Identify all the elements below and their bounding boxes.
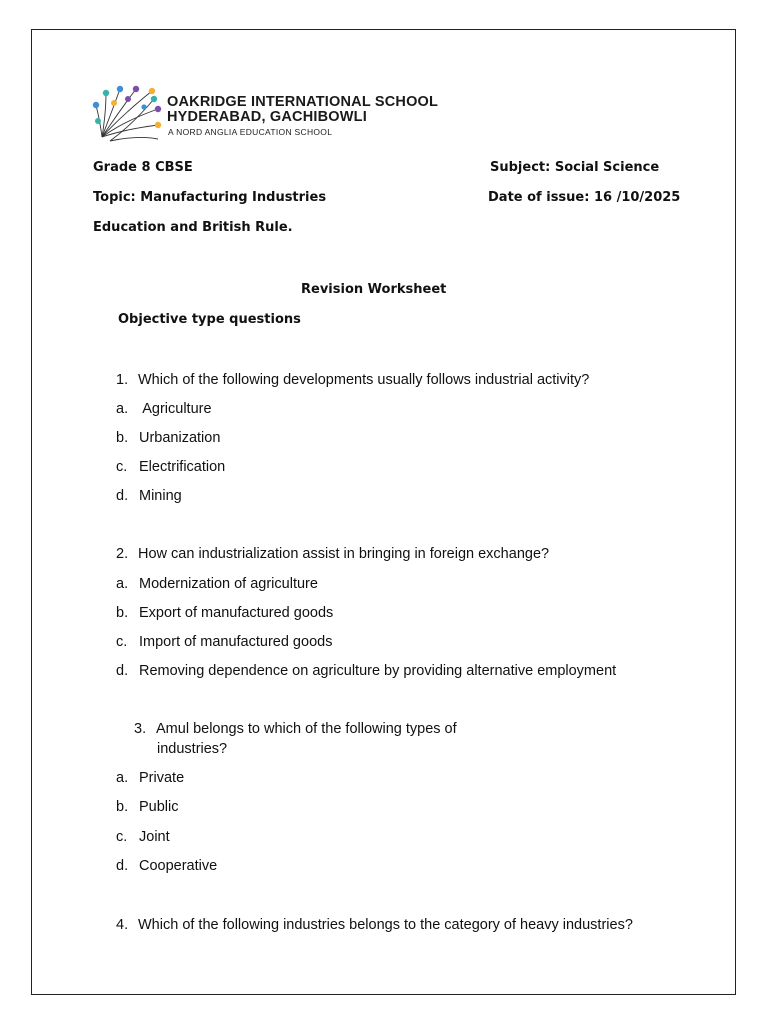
option-1c: c. Electrification [116,459,226,475]
question-text: How can industrialization assist in bringing in foreign exchange? [138,546,550,562]
option-3b: b. Public [116,799,179,815]
date-of-issue: Date of issue: 16 /10/2025 [488,190,681,205]
school-name: OAKRIDGE INTERNATIONAL SCHOOL HYDERABAD, GACHIBOWLI [167,94,439,125]
option-2c: c. Import of manufactured goods [116,634,333,650]
section-heading: Objective type questions [118,312,301,327]
question-text: Amul belongs to which of the following types of [156,721,457,737]
question-number: 1. [116,372,129,388]
topic-label: Topic: Manufacturing Industries [93,190,327,205]
question-1 [116,372,589,388]
question-number: 2. [116,546,129,562]
question-4 [116,917,633,933]
school-logo-icon [92,85,164,145]
question-2 [116,546,549,562]
option-2a: a. Modernization of agriculture [116,576,318,592]
worksheet-title: Revision Worksheet [301,282,447,297]
question-3-continuation: industries? [157,741,228,757]
question-text: Which of the following industries belongs to the category of heavy industries? [138,917,633,933]
topic-continuation: Education and British Rule. [93,220,293,235]
question-number: 4. [116,917,129,933]
option-1b: b. Urbanization [116,430,221,446]
option-2b: b. Export of manufactured goods [116,605,334,621]
option-1a: a. Agriculture [116,401,212,417]
option-3a: a. Private [116,770,185,786]
subject-label: Subject: Social Science [490,160,660,175]
option-3c: c. Joint [116,829,170,845]
question-text: Which of the following developments usually follows industrial activity? [138,372,590,388]
option-2d: d. Removing dependence on agriculture by providing alternative employment [116,663,617,679]
grade-label: Grade 8 CBSE [93,160,193,175]
option-1d: d. Mining [116,488,182,504]
question-number: 3. [134,721,147,737]
question-3 [134,721,457,737]
school-tagline: A NORD ANGLIA EDUCATION SCHOOL [168,127,333,137]
option-3d: d. Cooperative [116,858,218,874]
